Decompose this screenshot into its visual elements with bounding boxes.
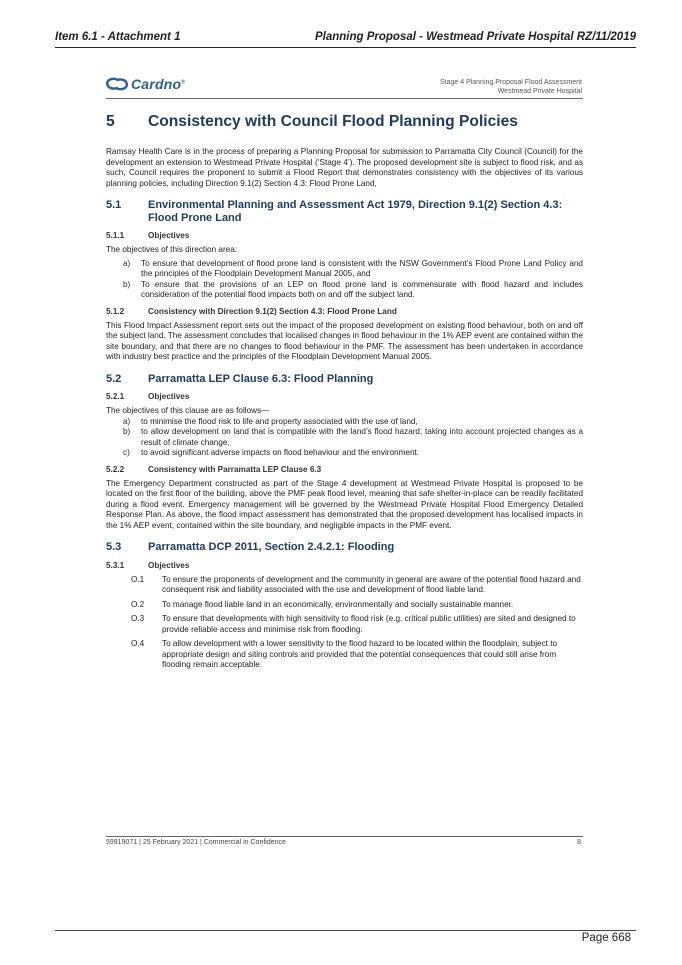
heading-5-3-1: 5.3.1 Objectives <box>106 560 190 570</box>
document-footer: 59919071 | 25 February 2021 | Commercial in Confidence <box>106 839 286 846</box>
list-item: O.1 To ensure the proponents of development and the community in general are aware of the potential flood hazard and consequent risk and liability associated with the use and development of flood liable land. <box>131 574 581 595</box>
agenda-page-number: Page 668 <box>581 932 631 944</box>
document-page-number: 8 <box>577 839 581 846</box>
list-item: b) To ensure that the provisions of an LEP on flood prone land is commensurate with flood hazard and includes consideration of the potential flood impacts both on and off the subject land. <box>123 279 583 300</box>
list-item: a) To ensure that development of flood prone land is consistent with the NSW Government’s Flood Prone Land Policy and the principles of the Floodplain Development Manual 2005, and <box>123 258 583 279</box>
list-item: O.2 To manage flood liable land in an economically, environmentally and socially sustainable manner. <box>131 599 514 609</box>
consistency-text-5-1-2: This Flood Impact Assessment report sets out the impact of the proposed development on existing flood behaviour, both on and off the subject land. The assessment concludes that localised changes in flood behaviour in the 1% AEP event are contained within the site boundary, and that there are no changes to flood behaviour in the PMF. The assessment has been undertaken in accordance with industry best practice and the principles of the Floodplain Development Manual 2005. <box>106 320 583 362</box>
list-item: O.4 To allow development with a lower sensitivity to the flood hazard to be located within the floodplain, subject to appropriate design and siting controls and provided that the potential consequences that could still arise from flooding remain acceptable. <box>131 639 558 670</box>
list-item: b) to allow development on land that is compatible with the land’s flood hazard, taking into account projected changes as a result of climate change, <box>123 427 583 447</box>
heading-5-1-1: 5.1.1 Objectives <box>106 231 190 241</box>
page-body <box>106 112 583 675</box>
section-intro: Ramsay Health Care is in the process of preparing a Planning Proposal for submission to Parramatta City Council (Council) for the development an extension to Westmead Private Hospital (‘Stage 4’). The proposed development site is subject to flood risk, and as such, Council requires the proponent to submit a Flood Report that demonstrates consistency with the objectives of its various planning policies, including Direction 9.1(2) Section 4.3: Flood Prone Land, <box>106 147 583 188</box>
proposal-title: Planning Proposal - Westmead Private Hospital RZ/11/2019 <box>314 31 636 43</box>
list-item: c) to avoid significant adverse impacts on flood behaviour and the environment. <box>123 448 420 458</box>
objectives-intro: The objectives of this direction area: <box>106 245 238 255</box>
document-header <box>440 78 582 96</box>
section-heading: 5 Consistency with Council Flood Planning Policies <box>106 113 518 130</box>
list-item: O.3 To ensure that developments with high sensitivity to flood risk (e.g. critical public utilities) are sited and designed to provide reliable access and minimise risk from flooding. <box>131 614 576 634</box>
agenda-footer-divider <box>55 930 636 931</box>
heading-5-2: 5.2 Parramatta LEP Clause 6.3: Flood Planning <box>106 372 374 385</box>
consistency-text-5-2-2: The Emergency Department constructed as part of the Stage 4 development at Westmead Private Hospital is proposed to be located on the first floor of the building, above the PMF peak flood level, meaning that safe shelter-in-place can be readily facilitated during a flood event. Emergency management will be governed by the Westmead Private Hospital Flood Emergency Detailed Response Plan. As above, the flood impact assessment has demonstrated that the proposed development has localised impacts in the 1% AEP event, contained within the site boundary, and negligible impacts in the PMF event. <box>106 478 583 530</box>
objectives-list-5-2 <box>106 417 583 459</box>
agenda-header <box>55 31 636 48</box>
header-divider <box>106 98 583 99</box>
attachment-label: Item 6.1 - Attachment 1 <box>55 31 181 43</box>
heading-5-3: 5.3 Parramatta DCP 2011, Section 2.4.2.1: Flooding <box>106 541 395 554</box>
heading-5-2-1: 5.2.1 Objectives <box>106 392 190 402</box>
heading-5-1: 5.1 Environmental Planning and Assessment Act 1979, Direction 9.1(2) Section 4.3: Flood Prone Land <box>106 199 563 224</box>
logo-wordmark: Cardno® <box>131 76 186 92</box>
objectives-list-5-3 <box>106 575 583 671</box>
cardno-swoosh-icon <box>106 77 128 91</box>
list-item: a) to minimise the flood risk to life and property associated with the use of land, <box>123 416 418 426</box>
cardno-logo <box>106 76 185 92</box>
document-header-line1: Stage 4 Planning Proposal Flood Assessment <box>439 79 582 86</box>
heading-5-2-2: 5.2.2 Consistency with Parramatta LEP Clause 6.3 <box>106 464 322 474</box>
footer-divider <box>106 836 583 837</box>
objectives-list-5-1 <box>106 259 583 301</box>
heading-5-1-2: 5.1.2 Consistency with Direction 9.1(2) Section 4.3: Flood Prone Land <box>106 306 397 316</box>
document-header-line2: Westmead Private Hospital <box>497 88 582 95</box>
objectives-intro: The objectives of this clause are as follows— <box>106 406 270 416</box>
